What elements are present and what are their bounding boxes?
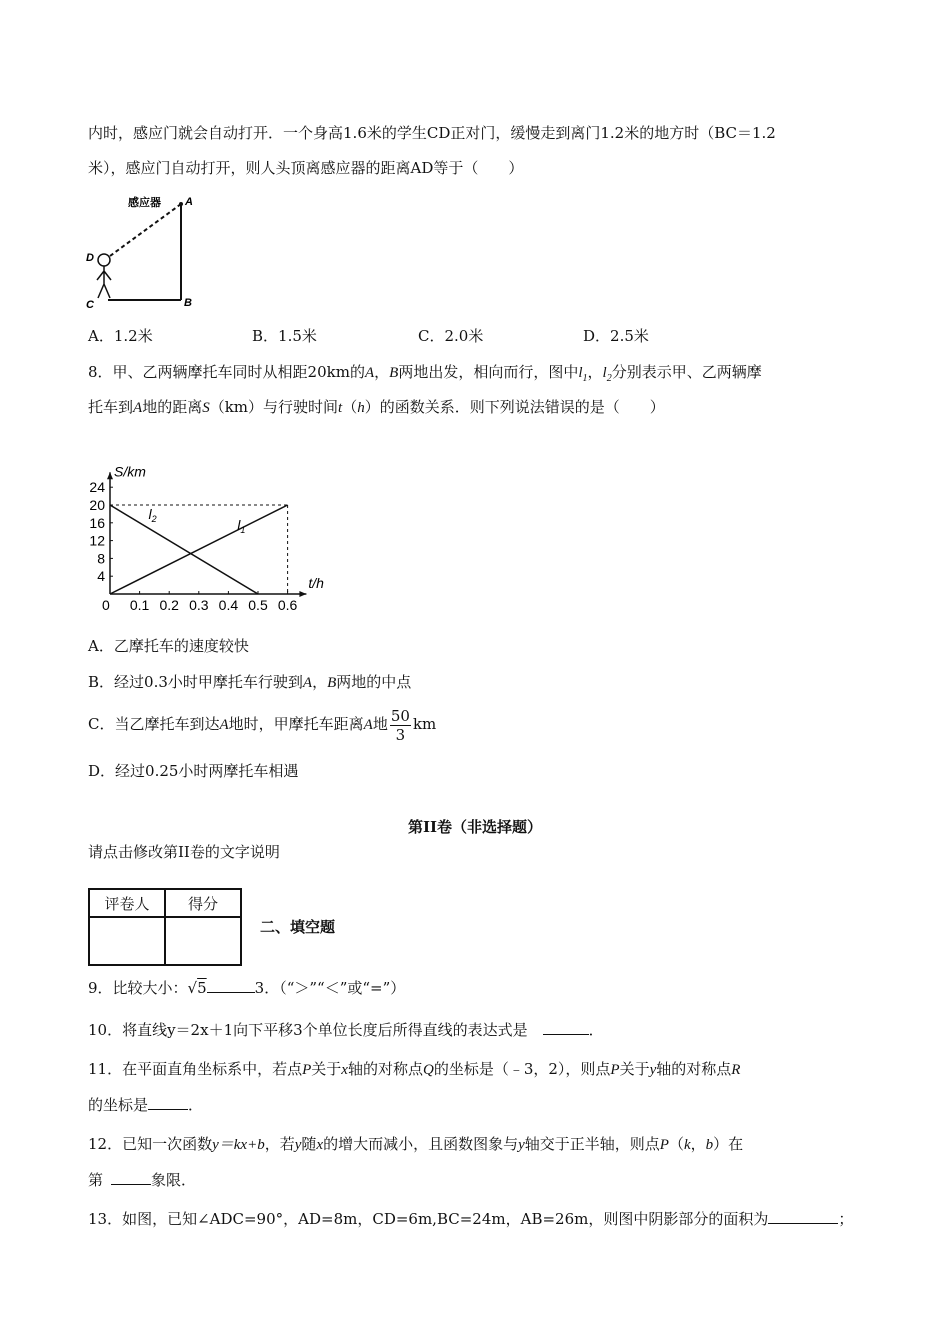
q8-chart <box>84 428 344 624</box>
q7-line2: 米），感应门自动打开，则人头顶离感应器的距离AD等于（ ） <box>88 159 524 177</box>
x-axis-label: t/h <box>308 575 324 591</box>
y-tick-label: 16 <box>89 514 105 531</box>
var-s: S <box>202 400 210 416</box>
q11-text: 的坐标是（﹣3，2），则点 <box>433 1060 611 1078</box>
q11-text: 轴的对称点 <box>656 1060 732 1078</box>
q8-line2 <box>88 397 665 418</box>
var-a: A <box>364 365 375 381</box>
score-header: 得分 <box>165 889 241 917</box>
answer-blank[interactable] <box>768 1223 838 1224</box>
var-y: y <box>649 1062 657 1078</box>
answer-blank[interactable] <box>543 1034 589 1035</box>
x-tick-label: 0.6 <box>277 597 298 613</box>
q13-text: ； <box>838 1210 854 1228</box>
y-tick-label: 24 <box>89 479 105 496</box>
q12-line1 <box>88 1134 743 1155</box>
q8-text: 8．甲、乙两辆摩托车同时从相距20km的 <box>88 363 365 381</box>
q8-text: 托车到 <box>88 398 134 416</box>
q8-text: 分别表示甲、乙两辆摩 <box>611 363 762 381</box>
x-tick-label: 0.3 <box>189 597 209 613</box>
section-heading: 二、填空题 <box>260 918 336 936</box>
q9 <box>88 978 405 998</box>
q8-sep: ， <box>312 673 328 691</box>
q12-text: ，若 <box>264 1135 295 1153</box>
q8-text: B．经过0.3小时甲摩托车行驶到 <box>88 673 303 691</box>
var-t: t <box>338 400 343 416</box>
q11-text: 关于 <box>311 1060 342 1078</box>
q8-text: 地时，甲摩托车距离 <box>228 715 364 733</box>
q8-text: 地 <box>372 715 388 733</box>
var-b: B <box>327 675 337 691</box>
var-a: A <box>302 675 313 691</box>
x-tick-label: 0.1 <box>129 597 150 613</box>
var-a: A <box>219 717 229 733</box>
var-a: A <box>133 400 143 416</box>
score-table <box>88 888 242 966</box>
var-y: y <box>294 1137 302 1153</box>
q12-text: ）在 <box>713 1135 744 1153</box>
var-x: x <box>316 1137 324 1153</box>
q7-option-b: B．1.5米 <box>252 327 317 345</box>
answer-blank[interactable] <box>207 992 255 993</box>
q12-text: ， <box>690 1135 706 1153</box>
score-cell[interactable] <box>165 917 241 965</box>
series-label-l1: $l_1$ <box>237 516 246 535</box>
q7-option-d: D．2.5米 <box>583 327 649 345</box>
q8-text: （ <box>342 398 358 416</box>
q12-text: 象限． <box>151 1171 197 1189</box>
origin-label: 0 <box>102 597 110 613</box>
q8-sep: ， <box>374 363 390 381</box>
student-head <box>98 254 110 266</box>
sensor-dot <box>179 202 183 206</box>
var-p: P <box>610 1062 620 1078</box>
q12-text: 12．已知一次函数 <box>88 1135 213 1153</box>
section-desc[interactable]: 请点击修改第II卷的文字说明 <box>88 843 280 861</box>
grader-header: 评卷人 <box>89 889 165 917</box>
q8-option-c <box>88 704 436 745</box>
sight-line <box>110 204 181 256</box>
q7-option-a: A．1.2米 <box>88 327 153 345</box>
var-x: x <box>341 1062 348 1078</box>
var-b: b <box>705 1137 714 1153</box>
q11-text: ． <box>188 1096 204 1114</box>
student-body <box>97 266 111 298</box>
var-r: R <box>731 1062 741 1078</box>
fraction: $\frac{50}{3}$ <box>390 706 410 744</box>
q8-option-b <box>88 672 411 693</box>
y-tick-label: 12 <box>89 532 105 549</box>
q8-text: ）的函数关系．则下列说法错误的是（ ） <box>364 398 665 416</box>
q10-text: ． <box>588 1021 604 1039</box>
q8-line1 <box>88 362 762 389</box>
q8-text: 两地的中点 <box>336 673 412 691</box>
q8-text: 两地出发，相向而行，图中 <box>398 363 579 381</box>
unit: km <box>412 715 437 733</box>
q11-text: 关于 <box>619 1060 650 1078</box>
var-h: h <box>357 400 365 416</box>
var-l2: $l_2$ <box>602 365 612 384</box>
series-line-l1 <box>110 505 288 594</box>
q8-text: C．当乙摩托车到达 <box>88 715 220 733</box>
var-p: P <box>302 1062 312 1078</box>
q7-option-c: C．2.0米 <box>418 327 484 345</box>
y-axis-label: S/km <box>114 463 146 480</box>
q8-option-a: A．乙摩托车的速度较快 <box>88 637 249 655</box>
q12-text: 随 <box>301 1135 317 1153</box>
q11-text: 的坐标是 <box>88 1096 149 1114</box>
x-tick-label: 0.2 <box>159 597 179 613</box>
q8-option-d: D．经过0.25小时两摩托车相遇 <box>88 762 299 780</box>
point-a-label: A <box>185 196 193 208</box>
point-d-label: D <box>86 252 94 264</box>
q12-text: 的增大而减小，且函数图象与 <box>323 1135 519 1153</box>
sqrt-expression: √5 <box>187 979 207 997</box>
q11-text: 轴的对称点 <box>347 1060 423 1078</box>
q13-text: 13．如图，已知∠ADC=90°，AD=8m，CD=6m,BC=24m，AB=26m，则图中阴影部分的面积为 <box>88 1210 769 1228</box>
y-tick-label: 20 <box>89 497 105 513</box>
q8-sep: ， <box>587 363 603 381</box>
y-tick-label: 4 <box>97 568 105 585</box>
var-l1: $l_1$ <box>578 365 588 384</box>
q12-text: 轴交于正半轴，则点 <box>524 1135 660 1153</box>
q8-text: （km）与行驶时间 <box>209 398 339 416</box>
var-q: Q <box>422 1062 434 1078</box>
q8-text: 地的距离 <box>142 398 203 416</box>
q10 <box>88 1020 604 1040</box>
grader-cell[interactable] <box>89 917 165 965</box>
formula: y＝kx+b <box>212 1137 265 1153</box>
section-title: 第II卷（非选择题） <box>407 818 543 836</box>
q11-text: 11．在平面直角坐标系中，若点 <box>88 1060 303 1078</box>
q11-line2 <box>88 1095 203 1115</box>
answer-blank[interactable] <box>148 1109 188 1110</box>
q13 <box>88 1209 853 1229</box>
x-axis-arrow <box>299 591 306 597</box>
x-tick-label: 0.4 <box>218 597 239 613</box>
q7-figure <box>86 192 216 314</box>
q12-text: 第 <box>88 1171 104 1189</box>
var-b: B <box>389 365 399 381</box>
point-b-label: B <box>184 297 192 309</box>
q9-text: 9．比较大小： <box>88 979 188 997</box>
var-p: P <box>659 1137 669 1153</box>
sensor-label: 感应器 <box>128 197 161 209</box>
q12-text: （ <box>668 1135 684 1153</box>
y-axis-arrow <box>107 472 113 479</box>
series-line-l2 <box>110 505 258 594</box>
var-k: k <box>683 1137 691 1153</box>
series-label-l2: $l_2$ <box>148 506 157 525</box>
q9-text: 3．（“＞”“＜”或“=”） <box>254 979 406 997</box>
var-y: y <box>518 1137 525 1153</box>
x-tick-label: 0.5 <box>248 597 268 613</box>
q10-text: 10．将直线y＝2x＋1向下平移3个单位长度后所得直线的表达式是 <box>88 1021 543 1039</box>
y-tick-label: 8 <box>97 550 105 567</box>
answer-blank[interactable] <box>111 1184 151 1185</box>
q12-line2 <box>88 1170 196 1190</box>
point-c-label: C <box>86 299 94 311</box>
var-a: A <box>363 717 373 733</box>
q11-line1 <box>88 1059 740 1080</box>
q7-line1: 内时，感应门就会自动打开．一个身高1.6米的学生CD正对门，缓慢走到离门1.2米的地方时（BC＝1.2 <box>88 124 776 142</box>
